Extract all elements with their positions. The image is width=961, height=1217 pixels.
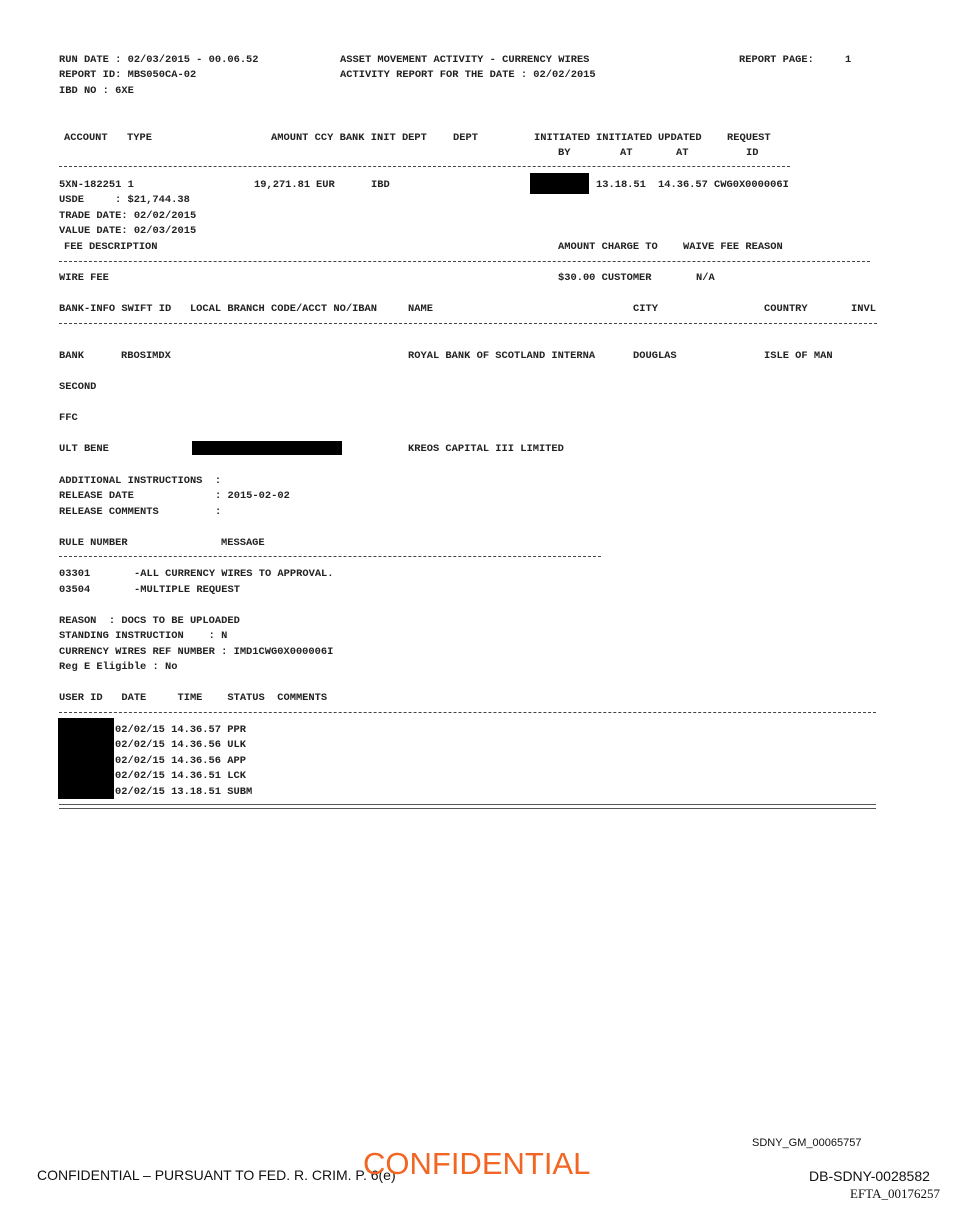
rule-divider [59, 556, 601, 557]
currency-wires-ref: CURRENCY WIRES REF NUMBER : IMD1CWG0X000006I [59, 646, 334, 658]
fee-description-header: FEE DESCRIPTION [64, 241, 158, 253]
history-row: 02/02/15 14.36.51 LCK [115, 770, 246, 782]
rule-number-header: RULE NUMBER [59, 537, 128, 549]
account-number: 5XN-182251 1 [59, 179, 134, 191]
bank-country: ISLE OF MAN [764, 350, 833, 362]
col-initiated-by: INITIATED [534, 132, 591, 144]
redaction-initiated-by [530, 173, 589, 194]
bank-code: IBD [371, 179, 390, 191]
fee-amount: $30.00 CUSTOMER [558, 272, 652, 284]
bates-sdny: SDNY_GM_00065757 [752, 1137, 862, 1149]
release-date-value: : 2015-02-02 [215, 490, 290, 502]
fee-amount-charge-header: AMOUNT CHARGE TO [558, 241, 658, 253]
col-at-2: AT [676, 147, 689, 159]
report-page-number: 1 [845, 54, 852, 66]
efta-number: EFTA_00176257 [850, 1186, 940, 1201]
report-id: REPORT ID: MBS050CA-02 [59, 69, 197, 81]
db-sdny-number: DB-SDNY-0028582 [809, 1168, 930, 1184]
fee-waive-header: WAIVE FEE REASON [683, 241, 783, 253]
report-page-label: REPORT PAGE: [739, 54, 814, 66]
release-comments-value: : [215, 506, 222, 518]
ult-bene-name: KREOS CAPITAL III LIMITED [408, 443, 564, 455]
usde-label: USDE [59, 194, 84, 206]
bank-invl-header: INVL [851, 303, 876, 315]
col-at-1: AT [620, 147, 633, 159]
col-updated: UPDATED [658, 132, 702, 144]
currency: EUR [316, 179, 335, 191]
bank-name-header: NAME [408, 303, 433, 315]
fee-waive: N/A [696, 272, 715, 284]
col-type: TYPE [127, 132, 152, 144]
bank-swift: RBOSIMDX [121, 350, 171, 362]
col-amount-ccy-bank: AMOUNT CCY BANK INIT DEPT [271, 132, 427, 144]
history-row: 02/02/15 13.18.51 SUBM [115, 786, 253, 798]
rule-number: 03504 [59, 584, 91, 596]
release-comments-label: RELEASE COMMENTS [59, 506, 159, 518]
fee-divider [59, 261, 870, 262]
additional-instructions: ADDITIONAL INSTRUCTIONS : [59, 475, 222, 487]
bank-name: ROYAL BANK OF SCOTLAND INTERNA [408, 350, 596, 362]
bank-info-header: BANK-INFO SWIFT ID LOCAL BRANCH CODE/ACCT NO/IBAN [59, 303, 378, 315]
col-id: ID [746, 147, 759, 159]
rule-message-header: MESSAGE [221, 537, 265, 549]
bank-city: DOUGLAS [633, 350, 677, 362]
reg-e-eligible: Reg E Eligible : No [59, 661, 178, 673]
confidential-stamp: CONFIDENTIAL [363, 1146, 591, 1181]
history-row: 02/02/15 14.36.57 PPR [115, 724, 246, 736]
rule-message: -MULTIPLE REQUEST [134, 584, 241, 596]
history-header: USER ID DATE TIME STATUS COMMENTS [59, 692, 328, 704]
release-date-label: RELEASE DATE [59, 490, 134, 502]
request-id: CWG0X000006I [714, 179, 789, 191]
fee-desc: WIRE FEE [59, 272, 109, 284]
amount: 19,271.81 [254, 179, 311, 191]
col-account: ACCOUNT [64, 132, 108, 144]
history-row: 02/02/15 14.36.56 ULK [115, 739, 246, 751]
ibd-number: IBD NO : 6XE [59, 85, 134, 97]
standing-instruction: STANDING INSTRUCTION : N [59, 630, 228, 642]
history-row: 02/02/15 14.36.56 APP [115, 755, 246, 767]
second-row-label: SECOND [59, 381, 97, 393]
report-end-double-rule [59, 804, 876, 809]
value-date: VALUE DATE: 02/03/2015 [59, 225, 197, 237]
header-divider [59, 166, 790, 167]
rule-message: -ALL CURRENCY WIRES TO APPROVAL. [134, 568, 334, 580]
usde-value: : $21,744.38 [115, 194, 190, 206]
redaction-user-ids [58, 718, 114, 799]
report-title: ASSET MOVEMENT ACTIVITY - CURRENCY WIRES [340, 54, 590, 66]
bank-divider [59, 323, 877, 324]
confidential-notice: CONFIDENTIAL – PURSUANT TO FED. R. CRIM. P. 6(e) [37, 1167, 396, 1183]
run-date: RUN DATE : 02/03/2015 - 00.06.52 [59, 54, 259, 66]
report-subtitle: ACTIVITY REPORT FOR THE DATE : 02/02/2015 [340, 69, 596, 81]
bank-row-label: BANK [59, 350, 84, 362]
col-dept: DEPT [453, 132, 478, 144]
col-initiated-at: INITIATED [596, 132, 653, 144]
bank-city-header: CITY [633, 303, 658, 315]
rule-number: 03301 [59, 568, 91, 580]
ffc-row-label: FFC [59, 412, 78, 424]
history-divider [59, 712, 876, 713]
trade-date: TRADE DATE: 02/02/2015 [59, 210, 197, 222]
updated-at: 14.36.57 [658, 179, 708, 191]
ult-bene-row-label: ULT BENE [59, 443, 109, 455]
redaction-ult-bene-account [192, 441, 342, 455]
col-by: BY [558, 147, 571, 159]
col-request: REQUEST [727, 132, 771, 144]
reason: REASON : DOCS TO BE UPLOADED [59, 615, 240, 627]
initiated-at: 13.18.51 [596, 179, 646, 191]
bank-country-header: COUNTRY [764, 303, 808, 315]
